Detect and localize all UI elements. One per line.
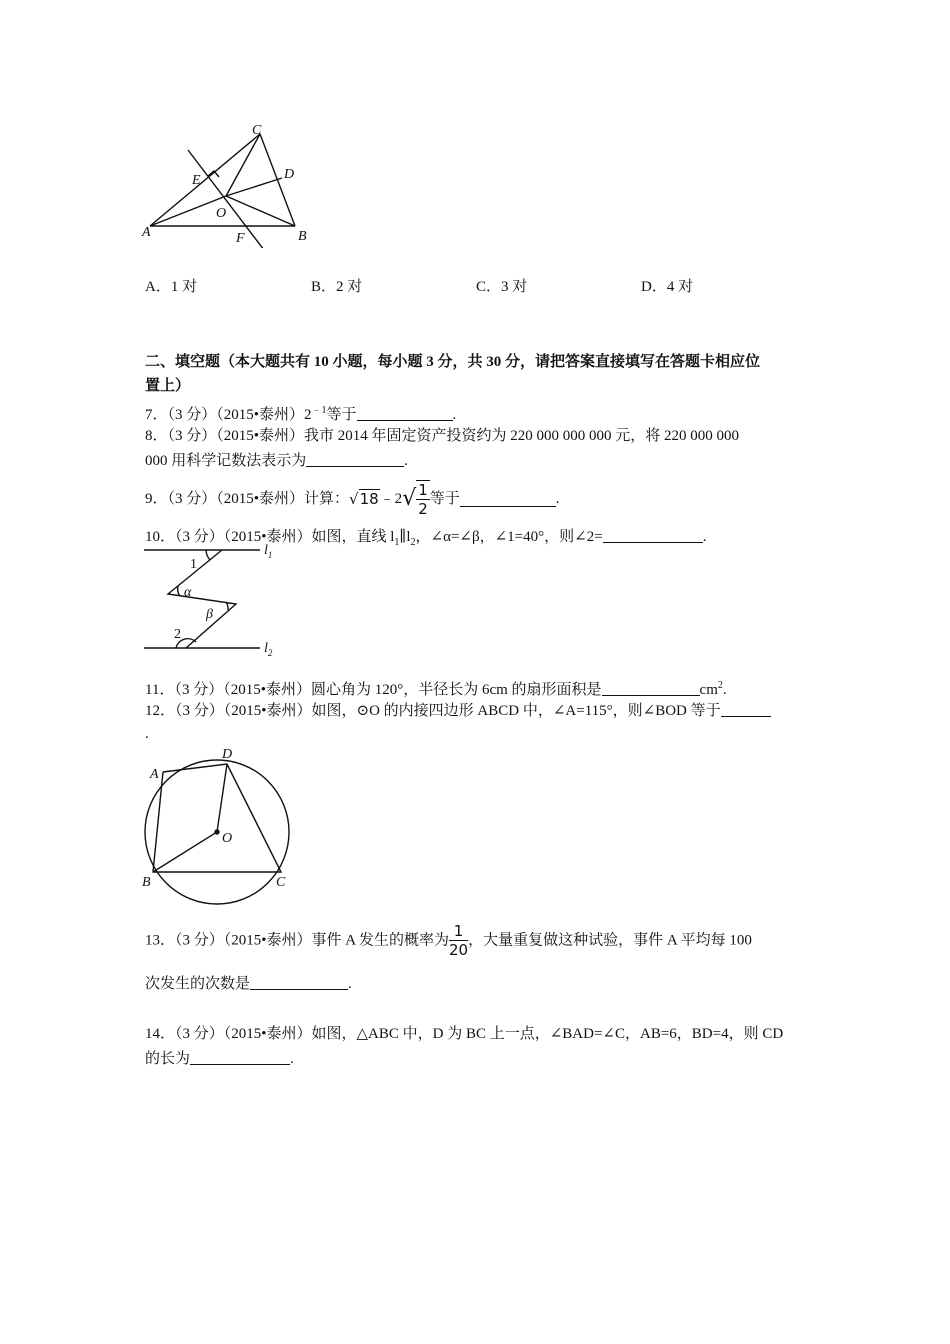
q9-suffix: 等于	[429, 491, 460, 507]
center-point	[215, 830, 219, 834]
q14-answer-blank[interactable]	[190, 1050, 290, 1065]
q14-line2-text: 的长为	[145, 1051, 191, 1067]
radii-bod	[153, 764, 227, 872]
quadrilateral-abcd	[153, 764, 281, 872]
q11-text: 11．（3 分）（2015•泰州）圆心角为 120°，半径长为 6cm 的扇形面积是	[145, 682, 602, 698]
q7-exponent: ﹣1	[311, 405, 327, 416]
label-o: O	[216, 206, 227, 221]
option-c: C．3 对	[476, 279, 528, 295]
q8-line2-text: 000 用科学记数法表示为	[145, 453, 307, 469]
label-d: D	[284, 167, 295, 182]
section-heading-line1: 二、填空题（本大题共有 10 小题，每小题 3 分，共 30 分，请把答案直接填写在答题卡相应位	[145, 354, 761, 370]
q7-suffix: 等于	[326, 407, 357, 423]
label-a: A	[142, 225, 151, 240]
q13-end: .	[348, 976, 352, 992]
parallel-lines-figure-q10	[140, 542, 290, 660]
label-c: C	[252, 123, 262, 138]
label-d: D	[222, 747, 233, 762]
q12-end: .	[145, 726, 149, 742]
circle-figure-q12	[140, 742, 300, 907]
label-l2: $l_2$	[264, 641, 273, 658]
question-11: 11．（3 分）（2015•泰州）圆心角为 120°，半径长为 6cm 的扇形面积是 $cm^2$.	[145, 680, 727, 698]
question-10: 10．（3 分）（2015•泰州）如图，直线 $l_1\parallel l_2$，∠α=∠β，∠1=40°，则∠2= .	[145, 529, 707, 548]
q13-prefix: 13．（3 分）（2015•泰州）事件 A 发生的概率为	[145, 932, 450, 949]
label-a: A	[150, 767, 159, 782]
q9-sqrt-half: √	[402, 486, 417, 511]
q11-answer-blank[interactable]	[602, 681, 700, 696]
option-d: D．4 对	[641, 279, 694, 295]
q10-end: .	[702, 529, 707, 545]
segment-ao	[150, 196, 226, 226]
triangle-figure-q6	[140, 118, 320, 248]
q10-rest: ，∠α=∠β，∠1=40°，则∠2=	[415, 529, 603, 545]
question-14-line2	[145, 1049, 294, 1069]
question-12	[145, 701, 771, 721]
label-b: B	[298, 229, 307, 244]
angle-alpha-arc	[178, 586, 180, 596]
q9-fraction: $\frac{1}{2}$	[418, 481, 428, 518]
q12-answer-blank[interactable]	[721, 702, 771, 717]
q10-text: 10．（3 分）（2015•泰州）如图，直线 l	[145, 529, 395, 545]
q14-end: .	[290, 1051, 294, 1067]
q9-sqrt-18: √18	[349, 490, 379, 508]
option-a: A．1 对	[145, 279, 198, 295]
label-b: B	[142, 875, 151, 890]
angle-1-arc	[206, 550, 210, 560]
label-c: C	[276, 875, 286, 890]
q7-answer-blank[interactable]	[357, 406, 453, 421]
label-angle-1: 1	[190, 557, 197, 572]
question-8-line1: 8．（3 分）（2015•泰州）我市 2014 年固定资产投资约为 220 000 000 000 元，将 220 000 000	[145, 428, 740, 444]
q9-minus: ﹣2	[379, 491, 403, 507]
segment-ac	[150, 134, 260, 226]
label-alpha: α	[184, 585, 192, 600]
q7-end: .	[452, 407, 457, 423]
question-13-line2	[145, 974, 352, 994]
label-f: F	[236, 231, 245, 246]
q11-unit: cm	[699, 682, 718, 698]
q13-answer-blank[interactable]	[250, 975, 348, 990]
q10-answer-blank[interactable]	[603, 528, 703, 543]
label-l1: $l_1$	[264, 543, 273, 560]
perpendicular-bisector-ef	[188, 150, 264, 248]
q11-end: .	[722, 682, 727, 698]
label-o: O	[222, 831, 233, 846]
section-heading-line2: 置上）	[145, 378, 191, 394]
q12-text: 12．（3 分）（2015•泰州）如图，⊙O 的内接四边形 ABCD 中，∠A=115°，则∠BOD 等于	[145, 703, 721, 719]
q9-end: .	[555, 491, 560, 507]
q13-line2-text: 次发生的次数是	[145, 976, 251, 992]
label-angle-2: 2	[174, 627, 181, 642]
question-8-line2	[145, 451, 408, 471]
q9-answer-blank[interactable]	[460, 492, 556, 507]
question-7	[145, 401, 456, 425]
label-beta: β	[206, 607, 213, 622]
q7-prefix: 7．（3 分）（2015•泰州）2	[145, 407, 312, 423]
question-9	[145, 480, 560, 516]
question-14-line1: 14．（3 分）（2015•泰州）如图，△ABC 中，D 为 BC 上一点，∠BAD=∠C，AB=6，BD=4，则 CD	[145, 1026, 784, 1042]
q13-fraction: $\frac{1}{20}$	[449, 922, 469, 959]
q9-prefix: 9．（3 分）（2015•泰州）计算：	[145, 491, 350, 507]
q8-end: .	[404, 453, 409, 469]
option-b: B．2 对	[311, 279, 363, 295]
q13-suffix: ，大量重复做这种试验，事件 A 平均每 100	[468, 932, 752, 949]
q8-answer-blank[interactable]	[306, 452, 404, 467]
question-13-line1	[145, 922, 752, 966]
label-e: E	[192, 173, 201, 188]
